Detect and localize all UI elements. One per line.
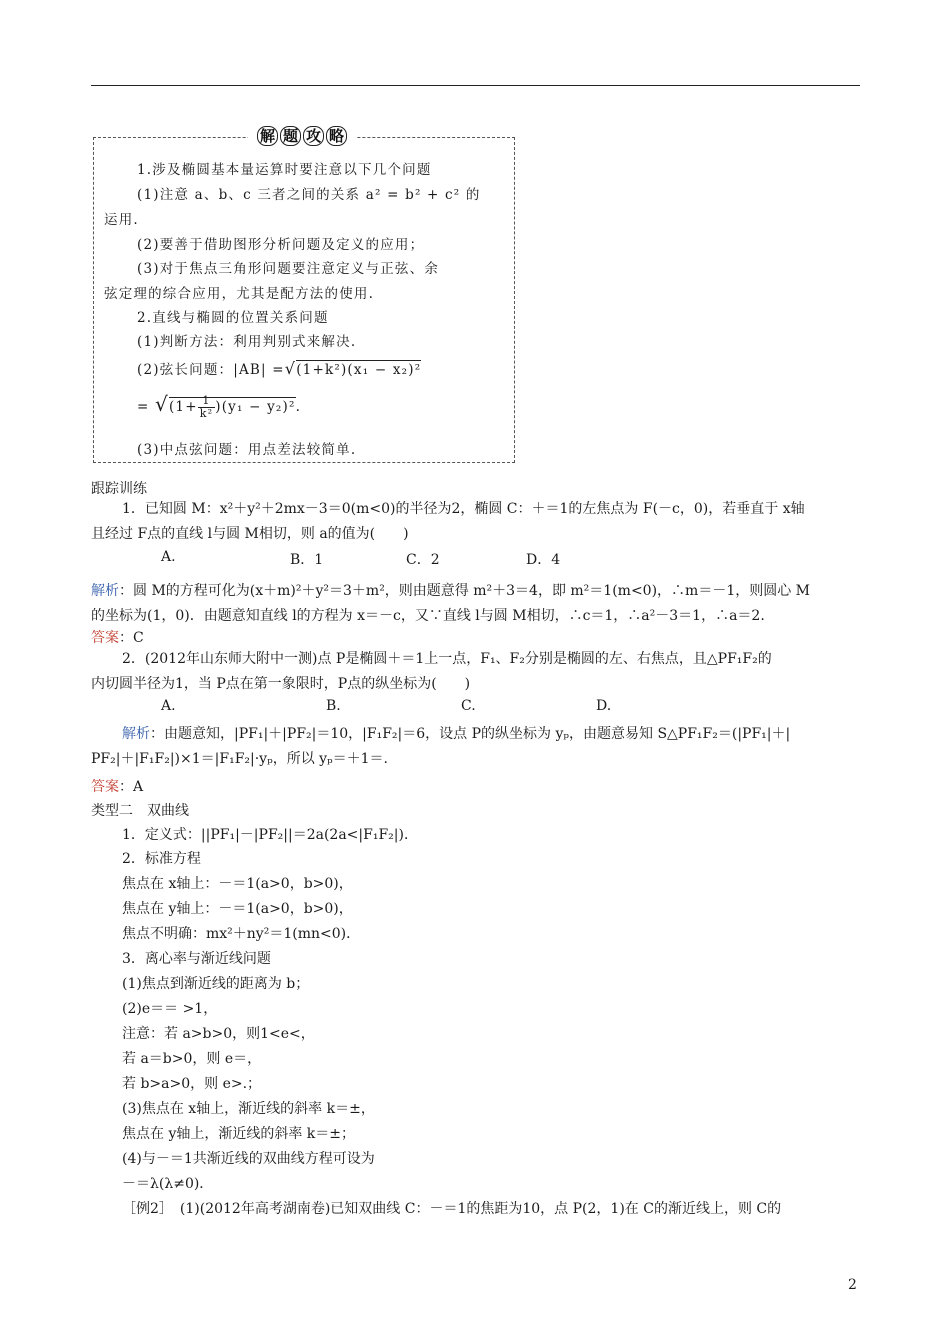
option-b: B. <box>326 698 341 714</box>
question-2: 2．(2012年山东师大附中一测)点 P是椭圆＋＝1上一点，F₁、F₂分别是椭圆的左、右焦点，且△PF₁F₂的 <box>122 651 772 667</box>
title-char: 攻 <box>303 126 324 146</box>
option-a: A. <box>161 698 176 714</box>
definition-line: 2．标准方程 <box>122 851 201 867</box>
title-char: 题 <box>280 126 301 146</box>
tip-line: 2.直线与椭圆的位置关系问题 <box>137 310 329 326</box>
tip-line: (2)要善于借助图形分析问题及定义的应用； <box>137 237 425 253</box>
definition-line: 注意：若 a>b>0，则1<e<， <box>122 1026 315 1042</box>
definition-line: (1)焦点到渐近线的距离为 b； <box>122 976 310 992</box>
title-char: 解 <box>257 126 278 146</box>
definition-line: 焦点在 y轴上，渐近线的斜率 k＝±； <box>122 1126 356 1142</box>
tips-box-title <box>248 126 356 148</box>
option-a: A. <box>161 549 176 565</box>
definition-line: 焦点在 x轴上：－＝1(a>0，b>0)， <box>122 876 353 892</box>
definition-line: 若 b>a>0，则 e>.； <box>122 1076 262 1092</box>
chord-root: (1+k²)(x₁ − x₂)² <box>296 362 422 378</box>
header-rule <box>91 85 860 86</box>
page-number: 2 <box>848 1277 857 1293</box>
chord-length-formula-2: = √(1+ $\frac{1}{\text{k²}}$ )(y₁ − y₂)². <box>137 392 302 420</box>
answer-2: 答案：A <box>91 779 144 795</box>
answer-1: 答案：C <box>91 630 144 646</box>
fraction: $\frac{1}{\text{k²}}$ <box>199 394 214 420</box>
solution-1: 解析：圆 M的方程可化为(x＋m)²＋y²＝3＋m²，则由题意得 m²＋3＝4，即 m²＝1(m<0)，∴m＝－1，则圆心 M <box>91 583 811 599</box>
question-1: 1．已知圆 M：x²＋y²＋2mx－3＝0(m<0)的半径为2，椭圆 C：＋＝1的左焦点为 F(－c，0)，若垂直于 x轴 <box>122 501 805 517</box>
definition-line: (3)焦点在 x轴上，渐近线的斜率 k＝±， <box>122 1101 375 1117</box>
definition-line: －＝λ(λ≠0)． <box>122 1176 214 1192</box>
definition-line: 焦点不明确：mx²＋ny²＝1(mn<0)． <box>122 926 361 942</box>
question-2-cont: 内切圆半径为1，当 P点在第一象限时，P点的纵坐标为( ) <box>91 676 471 692</box>
tip-line: 弦定理的综合应用，尤其是配方法的使用. <box>104 286 375 302</box>
chord-label: (2)弦长问题：|AB| = <box>137 362 285 378</box>
definition-line: (2)e＝＝ >1， <box>122 1001 218 1017</box>
answer-label: 答案 <box>91 630 119 646</box>
answer-label: 答案 <box>91 779 119 795</box>
solution-2-cont: PF₂|＋|F₁F₂|)×1＝|F₁F₂|·yₚ，所以 yₚ＝＋1＝. <box>91 751 389 767</box>
question-1-cont: 且经过 F点的直线 l与圆 M相切，则 a的值为( ) <box>91 526 409 542</box>
tip-line: (3)对于焦点三角形问题要注意定义与正弦、余 <box>137 261 440 277</box>
option-d: D. <box>596 698 612 714</box>
solution-2: 解析：由题意知，|PF₁|＋|PF₂|＝10，|F₁F₂|＝6，设点 P的纵坐标为 yₚ，由题意易知 S△PF₁F₂＝(|PF₁|＋| <box>122 726 791 742</box>
chord-length-formula: (2)弦长问题：|AB| =√(1+k²)(x₁ − x₂)² <box>137 359 422 378</box>
definition-line: 3．离心率与渐近线问题 <box>122 951 271 967</box>
definition-line: 若 a＝b>0，则 e＝， <box>122 1051 262 1067</box>
definition-line: 1．定义式：||PF₁|－|PF₂||＝2a(2a<|F₁F₂|)． <box>122 827 418 843</box>
solution-label: 解析 <box>122 726 150 742</box>
section-heading: 类型二 双曲线 <box>91 803 189 819</box>
definition-line: (4)与－＝1共渐近线的双曲线方程可设为 <box>122 1151 375 1167</box>
solution-label: 解析 <box>91 583 119 599</box>
tip-line: (3)中点弦问题：用点差法较简单. <box>137 442 357 458</box>
section-heading: 跟踪训练 <box>91 481 147 497</box>
example-2: ［例2］ (1)(2012年高考湖南卷)已知双曲线 C：－＝1的焦距为10，点 P(2，1)在 C的渐近线上，则 C的 <box>122 1201 782 1217</box>
definition-line: 焦点在 y轴上：－＝1(a>0，b>0)， <box>122 901 353 917</box>
tip-line: 运用. <box>104 212 139 228</box>
title-char: 略 <box>326 126 347 146</box>
option-c: C. <box>461 698 476 714</box>
tip-line: 1.涉及椭圆基本量运算时要注意以下几个问题 <box>137 162 432 178</box>
tip-line: (1)判断方法：利用判别式来解决. <box>137 334 357 350</box>
option-b: B．1 <box>290 552 324 568</box>
option-c: C．2 <box>406 552 440 568</box>
tip-line: (1)注意 a、b、c 三者之间的关系 a² = b² + c² 的 <box>137 187 481 203</box>
solution-1-cont: 的坐标为(1，0)．由题意知直线 l的方程为 x＝－c，又∵直线 l与圆 M相切，∴c＝1，∴a²－3＝1，∴a＝2. <box>91 608 765 624</box>
option-d: D．4 <box>526 552 561 568</box>
